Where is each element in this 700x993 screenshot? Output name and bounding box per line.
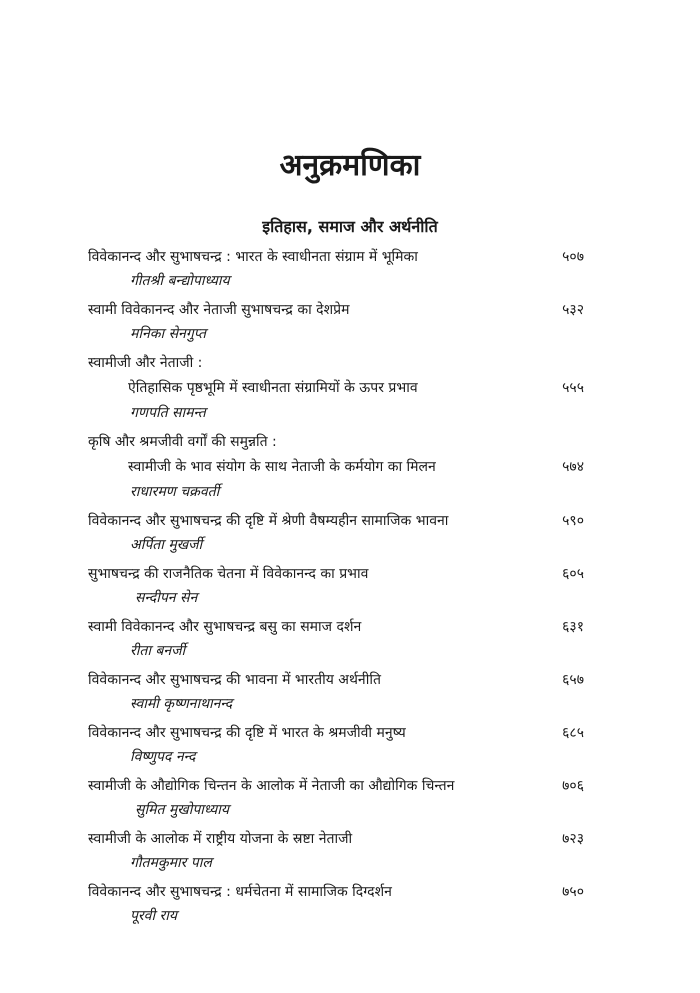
page-number: ६५७	[562, 672, 584, 688]
entry-author: अर्पिता मुखर्जी	[130, 537, 203, 553]
page-number: ७५०	[562, 884, 584, 900]
page-number: ६८५	[562, 725, 584, 741]
entry-title: स्वामीजी और नेताजी :	[88, 355, 203, 371]
entry-author: सन्दीपन सेन	[135, 590, 198, 606]
page-number: ६३१	[562, 619, 584, 635]
page-number: ७०६	[562, 778, 584, 794]
page-number: ५०७	[562, 249, 584, 265]
page-number: ५७४	[562, 459, 584, 475]
entry-author: रीता बनर्जी	[130, 643, 186, 659]
entry-title: विवेकानन्द और सुभाषचन्द्र : धर्मचेतना में सामाजिक दिग्दर्शन	[88, 884, 392, 900]
page-number: ५५५	[562, 380, 584, 396]
entry-title: स्वामीजी के औद्योगिक चिन्तन के आलोक में नेताजी का औद्योगिक चिन्तन	[88, 778, 455, 794]
entry-title: स्वामीजी के आलोक में राष्ट्रीय योजना के स्रष्टा नेताजी	[88, 831, 353, 847]
entry-author: गौतमकुमार पाल	[130, 855, 212, 871]
entry-title: विवेकानन्द और सुभाषचन्द्र की दृष्टि में श्रेणी वैषम्यहीन सामाजिक भावना	[88, 513, 449, 529]
entry-author: मनिका सेनगुप्त	[130, 326, 207, 342]
entry-author: राधारमण चक्रवर्ती	[130, 484, 220, 500]
entry-author: गीतश्री बन्द्योपाध्याय	[130, 273, 230, 289]
page-number: ६०५	[562, 566, 584, 582]
section-heading: इतिहास, समाज और अर्थनीति	[262, 217, 438, 236]
entry-title: स्वामी विवेकानन्द और सुभाषचन्द्र बसु का समाज दर्शन	[88, 619, 362, 635]
entry-title: विवेकानन्द और सुभाषचन्द्र की दृष्टि में भारत के श्रमजीवी मनुष्य	[88, 725, 406, 741]
entry-title: सुभाषचन्द्र की राजनैतिक चेतना में विवेकानन्द का प्रभाव	[88, 566, 369, 582]
entry-title: स्वामी विवेकानन्द और नेताजी सुभाषचन्द्र का देशप्रेम	[88, 302, 350, 318]
entry-author: विष्णुपद नन्द	[130, 749, 196, 765]
page-number: ५३२	[562, 302, 584, 318]
entry-subtitle: ऐतिहासिक पृष्ठभूमि में स्वाधीनता संग्रामियों के ऊपर प्रभाव	[128, 380, 418, 396]
entry-author: पूरवी राय	[130, 908, 178, 924]
page-title: अनुक्रमणिका	[279, 148, 421, 183]
entry-subtitle: स्वामीजी के भाव संयोग के साथ नेताजी के कर्मयोग का मिलन	[128, 459, 436, 475]
entry-title: कृषि और श्रमजीवी वर्गों की समुन्नति :	[88, 434, 277, 450]
page-number: ५९०	[562, 513, 584, 529]
entry-author: स्वामी कृष्णनाथानन्द	[130, 696, 233, 712]
entry-author: सुमित मुखोपाध्याय	[135, 802, 230, 818]
page-number: ७२३	[562, 831, 584, 847]
entry-author: गणपति सामन्त	[130, 405, 206, 421]
entry-title: विवेकानन्द और सुभाषचन्द्र की भावना में भारतीय अर्थनीति	[88, 672, 381, 688]
entry-title: विवेकानन्द और सुभाषचन्द्र : भारत के स्वाधीनता संग्राम में भूमिका	[88, 249, 418, 265]
